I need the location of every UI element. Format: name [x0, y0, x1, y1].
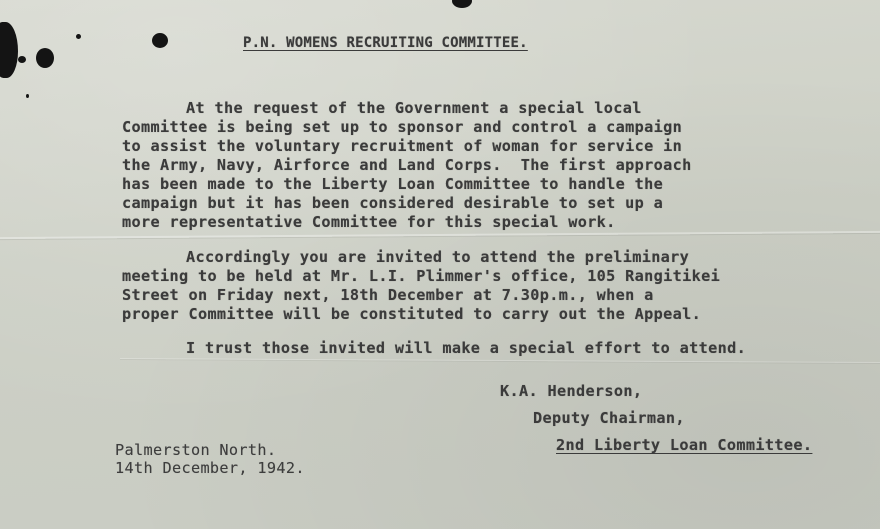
signatory-role: Deputy Chairman,: [533, 409, 685, 427]
ink-stain: [0, 22, 18, 78]
paragraph-line: campaign but it has been considered desirable to set up a: [122, 194, 664, 212]
ink-stain: [452, 0, 472, 8]
paragraph-line: I trust those invited will make a special effort to attend.: [186, 339, 747, 357]
ink-stain: [76, 34, 81, 39]
paper-crease: [120, 358, 880, 363]
paragraph-line: to assist the voluntary recruitment of woman for service in: [122, 137, 683, 155]
paragraph-line: more representative Committee for this special work.: [122, 213, 616, 231]
signatory-name: K.A. Henderson,: [500, 382, 643, 400]
paragraph-line: proper Committee will be constituted to carry out the Appeal.: [122, 305, 702, 323]
paper-crease: [0, 231, 880, 239]
paragraph-line: meeting to be held at Mr. L.I. Plimmer's office, 105 Rangitikei: [122, 267, 721, 285]
paragraph-invitation: [122, 248, 720, 324]
ink-stain: [18, 56, 26, 63]
ink-stain: [36, 48, 54, 68]
signatory-committee: 2nd Liberty Loan Committee.: [556, 436, 813, 454]
paragraph-line: Committee is being set up to sponsor and control a campaign: [122, 118, 683, 136]
letter-title: P.N. WOMENS RECRUITING COMMITTEE.: [243, 35, 528, 51]
letter-date: 14th December, 1942.: [115, 459, 305, 477]
ink-stain: [26, 94, 29, 98]
paragraph-line: At the request of the Government a special local: [186, 99, 642, 117]
paragraph-line: Street on Friday next, 18th December at 7.30p.m., when a: [122, 286, 654, 304]
paragraph-request: [122, 99, 692, 232]
paragraph-closing: [186, 339, 746, 358]
paragraph-line: has been made to the Liberty Loan Committee to handle the: [122, 175, 664, 193]
paragraph-line: Accordingly you are invited to attend the preliminary: [186, 248, 690, 266]
paragraph-line: the Army, Navy, Airforce and Land Corps. The first approach: [122, 156, 692, 174]
letter-place: Palmerston North.: [115, 441, 277, 459]
ink-stain: [152, 33, 168, 48]
